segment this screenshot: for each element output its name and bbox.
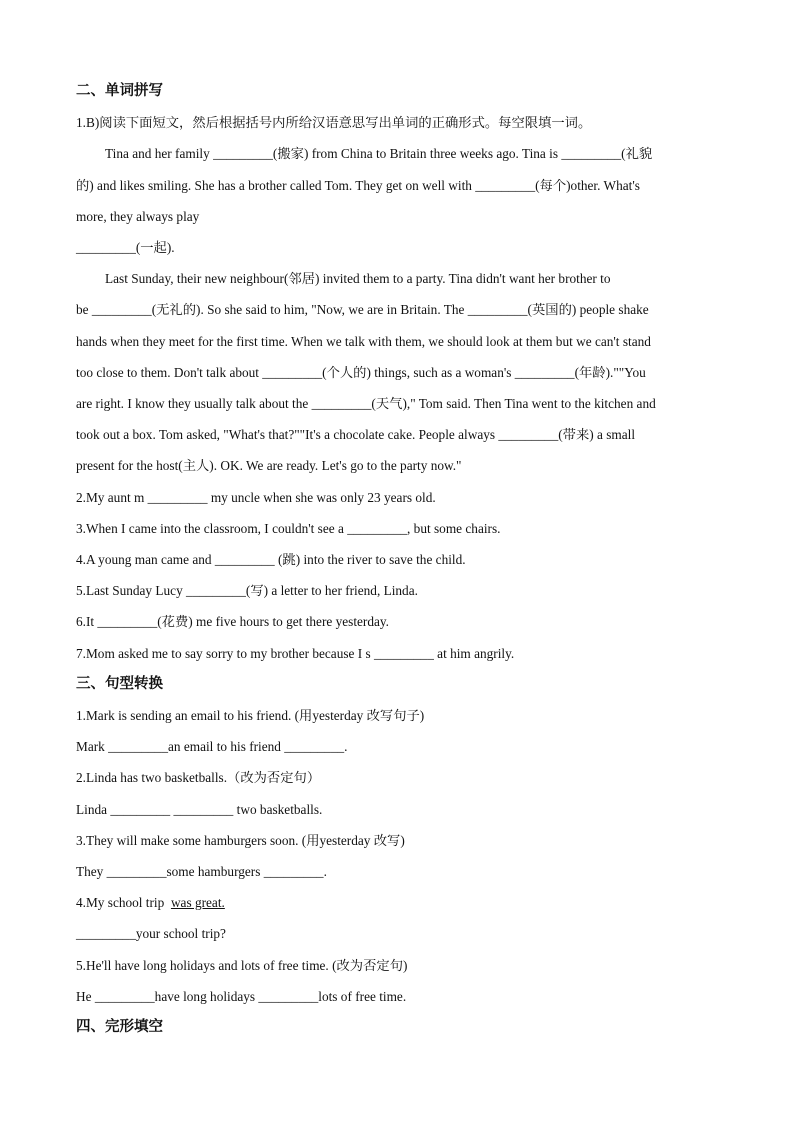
- question-item: 2.My aunt m _________ my uncle when she was only 23 years old.: [76, 489, 436, 505]
- question-item: 5.Last Sunday Lucy _________(写) a letter to her friend, Linda.: [76, 583, 418, 599]
- transformation-line: Linda _________ _________ two basketballs.: [76, 801, 323, 817]
- section-heading-cloze: 四、完形填空: [76, 1019, 163, 1036]
- transformation-line: Mark _________an email to his friend _________.: [76, 739, 348, 755]
- passage-line: 的) and likes smiling. She has a brother called Tom. They get on well with _________(每个)other. What's: [76, 177, 640, 193]
- section-heading-sentence-transformation: 三、句型转换: [76, 675, 163, 692]
- passage-line: too close to them. Don't talk about _________(个人的) things, such as a woman's _________(年龄).""You: [76, 364, 646, 380]
- section-heading-word-spelling: 二、单词拼写: [76, 83, 163, 99]
- passage-line: be _________(无礼的). So she said to him, "Now, we are in Britain. The _________(英国的) people shake: [76, 302, 649, 318]
- q4-underlined-text: was great.: [170, 895, 225, 911]
- passage-line: present for the host(主人). OK. We are ready. Let's go to the party now.": [76, 458, 462, 474]
- instruction-text: 1.B)阅读下面短文，然后根据括号内所给汉语意思写出单词的正确形式。每空限填一词。: [76, 115, 592, 131]
- passage-line: more, they always play: [76, 208, 200, 224]
- transformation-line: 3.They will make some hamburgers soon. (用yesterday 改写): [76, 832, 405, 848]
- transformation-line: _________your school trip?: [76, 926, 226, 942]
- question-item: 6.It _________(花费) me five hours to get there yesterday.: [76, 614, 390, 630]
- passage-line: Tina and her family _________(搬家) from China to Britain three weeks ago. Tina is _________(礼貌: [105, 146, 653, 162]
- passage-line: are right. I know they usually talk about the _________(天气)," Tom said. Then Tina went to the kitchen and: [76, 396, 656, 412]
- passage-line: Last Sunday, their new neighbour(邻居) invited them to a party. Tina didn't want her brother to: [105, 271, 611, 287]
- transformation-line: 2.Linda has two basketballs.（改为否定句）: [76, 770, 321, 786]
- q4-prefix: 4.My school trip: [76, 895, 171, 911]
- question-item: 7.Mom asked me to say sorry to my brother because I s _________ at him angrily.: [76, 645, 515, 661]
- question-item: 4.A young man came and _________ (跳) into the river to save the child.: [76, 552, 466, 568]
- transformation-line: They _________some hamburgers _________.: [76, 864, 327, 880]
- passage-line: _________(一起).: [76, 240, 175, 256]
- question-item: 3.When I came into the classroom, I couldn't see a _________, but some chairs.: [76, 520, 501, 536]
- transformation-line: 1.Mark is sending an email to his friend. (用yesterday 改写句子): [76, 708, 425, 724]
- transformation-line: He _________have long holidays _________lots of free time.: [76, 988, 407, 1004]
- transformation-line-q4: [76, 887, 720, 918]
- worksheet-page: [76, 76, 720, 1043]
- passage-line: took out a box. Tom asked, "What's that?""It's a chocolate cake. People always _________(带来) a small: [76, 427, 636, 443]
- passage-line: hands when they meet for the first time. When we talk with them, we should look at them but we can't stand: [76, 333, 651, 349]
- transformation-line: 5.He'll have long holidays and lots of free time. (改为否定句): [76, 957, 408, 973]
